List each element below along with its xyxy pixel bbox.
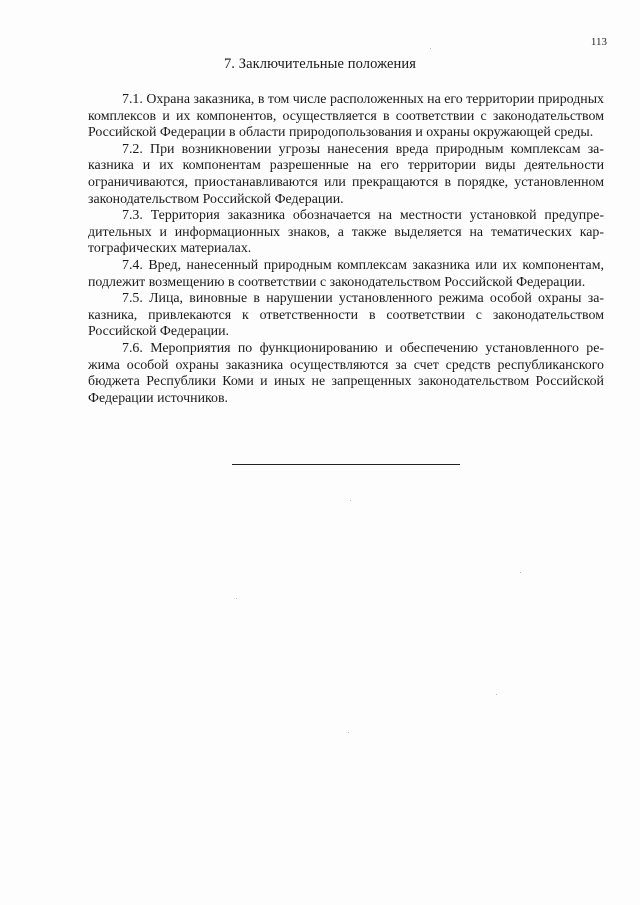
section-title: 7. Заключительные положения <box>223 56 417 72</box>
paragraph-7-4: 7.4. Вред, нанесенный природным комплексам заказника или их компонентам, подлежит возмещению в соответствии с законодательством Российской Федерации. <box>88 257 604 290</box>
scan-speck <box>350 500 351 501</box>
paragraph-7-6: 7.6. Мероприятия по функционированию и обеспечению установленного режима особой охраны заказника осуществляются за счет средств республиканского бюджета Республики Коми и иных не запрещенных законодательством Российской Федерации источников. <box>88 340 604 406</box>
page-number: 113 <box>590 36 607 48</box>
paragraph-7-1: 7.1. Охрана заказника, в том числе расположенных на его территории природных комплексов и их компонентов, осуществляется в соответствии с законодательством Российской Федерации в области природопользования и охраны окружающей среды. <box>88 92 604 141</box>
paragraph-7-3: 7.3. Территория заказника обозначается на местности установкой предупредительных и информационных знаков, а также выделяется на тематических картографических материалах. <box>88 208 604 257</box>
scan-speck <box>348 732 349 733</box>
section-body <box>88 92 604 407</box>
scan-speck <box>496 694 497 695</box>
scan-speck <box>520 572 521 573</box>
paragraph-7-5: 7.5. Лица, виновные в нарушении установленного режима особой охраны заказника, привлекаются к ответственности в соответствии с законодательством Российской Федерации. <box>88 291 604 340</box>
scan-speck <box>236 598 237 599</box>
closing-divider <box>232 464 460 465</box>
scan-speck <box>430 48 431 49</box>
paragraph-7-2: 7.2. При возникновении угрозы нанесения вреда природным комплексам заказника и их компонентам разрешенные на его территории виды деятельности ограничиваются, приостанавливаются или прекращаются в порядке, установленном законодательством Российской Федерации. <box>88 141 604 207</box>
